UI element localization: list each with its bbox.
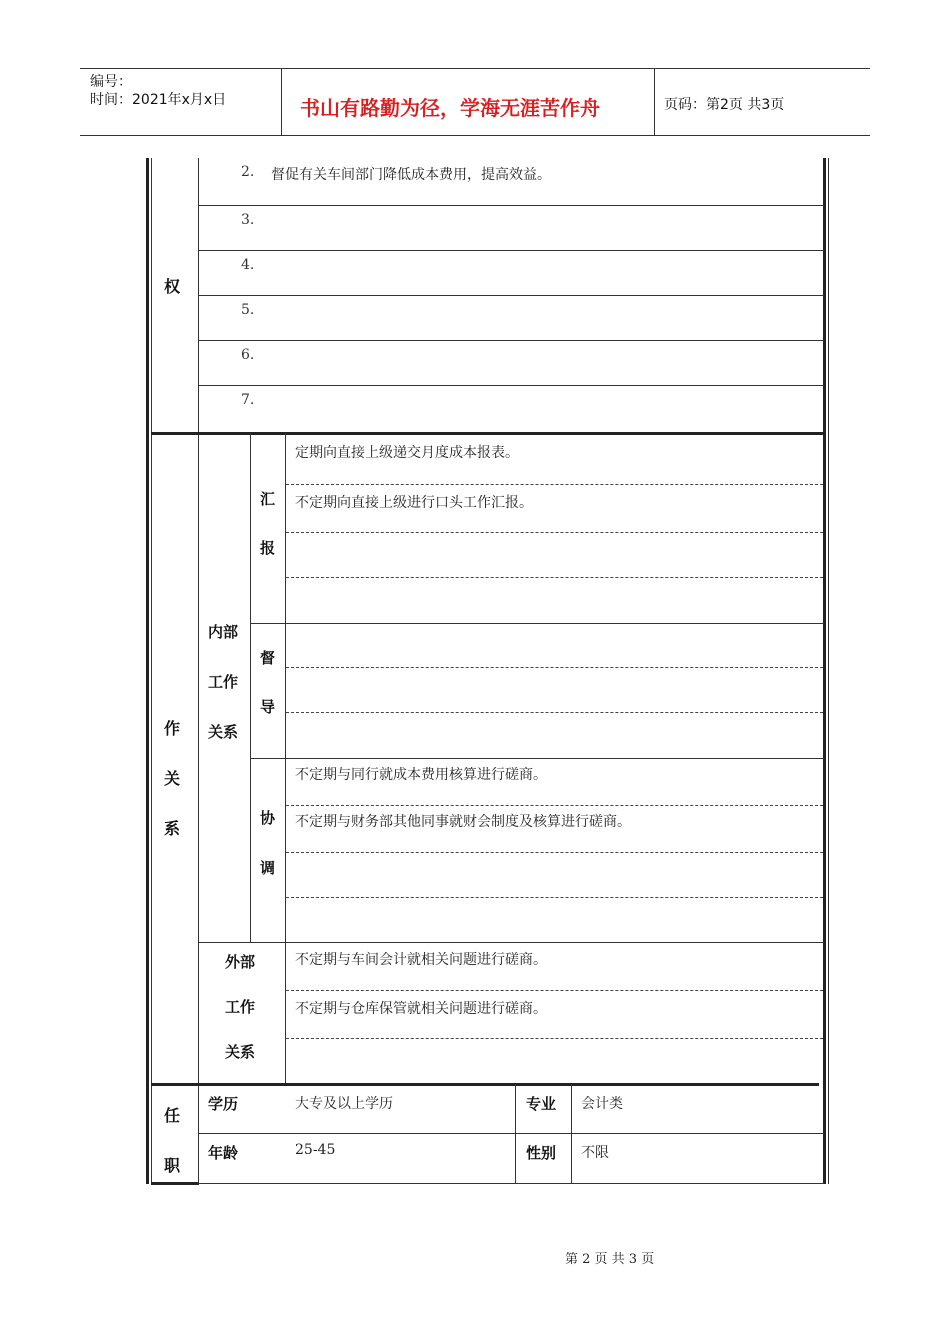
relations-section-label-2: 关: [164, 769, 181, 788]
header-page-info: 页码：第2页 共3页: [664, 97, 785, 113]
coordinate-label-2: 调: [260, 859, 276, 877]
authority-item-number: 7.: [241, 392, 255, 408]
internal-relations-label-3: 关系: [208, 723, 239, 741]
external-relations-label-1: 外部: [225, 953, 256, 971]
relations-section-label-1: 作: [164, 719, 181, 738]
major-value: 会计类: [581, 1096, 623, 1112]
authority-item-number: 2.: [241, 164, 255, 180]
document-time-label: 时间：2021年x月x日: [90, 92, 227, 108]
coordinate-row: 不定期与财务部其他同事就财会制度及核算进行磋商。: [295, 814, 631, 830]
supervise-label-2: 导: [260, 698, 276, 716]
education-value: 大专及以上学历: [295, 1096, 393, 1112]
age-value: 25-45: [295, 1142, 336, 1158]
external-relations-label-3: 关系: [225, 1043, 256, 1061]
relations-section-label-3: 系: [164, 819, 181, 838]
qualification-label-1: 任: [164, 1106, 181, 1125]
report-row: 定期向直接上级递交月度成本报表。: [295, 445, 519, 461]
major-label: 专业: [526, 1095, 557, 1113]
gender-label: 性别: [526, 1144, 557, 1162]
supervise-label-1: 督: [260, 649, 276, 667]
external-row: 不定期与仓库保管就相关问题进行磋商。: [295, 1001, 547, 1017]
header-slogan: 书山有路勤为径，学海无涯苦作舟: [300, 96, 600, 120]
report-label-2: 报: [260, 539, 276, 557]
qualification-label-2: 职: [164, 1156, 181, 1175]
authority-section-label: 权: [164, 277, 181, 296]
coordinate-row: 不定期与同行就成本费用核算进行磋商。: [295, 767, 547, 783]
report-row: 不定期向直接上级进行口头工作汇报。: [295, 495, 533, 511]
report-label-1: 汇: [260, 490, 276, 508]
authority-item-number: 3.: [241, 212, 255, 228]
coordinate-label-1: 协: [260, 809, 276, 827]
age-label: 年龄: [208, 1144, 239, 1162]
internal-relations-label-1: 内部: [208, 623, 239, 641]
authority-item-text: 督促有关车间部门降低成本费用，提高效益。: [271, 167, 551, 183]
education-label: 学历: [208, 1095, 239, 1113]
page-footer: 第 2 页 共 3 页: [565, 1252, 655, 1267]
internal-relations-label-2: 工作: [208, 673, 239, 691]
authority-item-number: 4.: [241, 257, 255, 273]
external-row: 不定期与车间会计就相关问题进行磋商。: [295, 952, 547, 968]
gender-value: 不限: [581, 1145, 609, 1161]
document-number-label: 编号：: [90, 74, 132, 90]
authority-item-number: 5.: [241, 302, 255, 318]
authority-item-number: 6.: [241, 347, 255, 363]
external-relations-label-2: 工作: [225, 998, 256, 1016]
